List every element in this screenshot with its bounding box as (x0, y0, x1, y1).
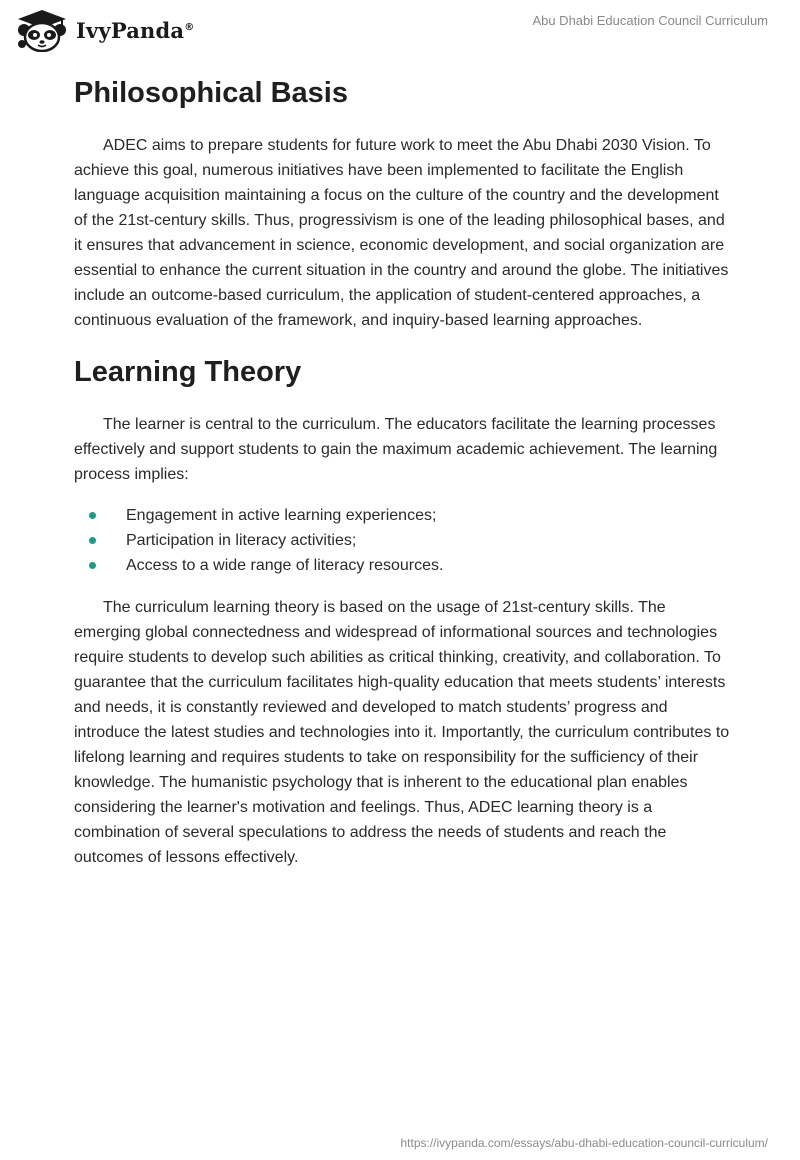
list-item-text: Engagement in active learning experiences; (126, 507, 437, 524)
panda-graduate-icon (14, 8, 70, 52)
section-heading-philosophical-basis: Philosophical Basis (74, 77, 348, 109)
list-item (74, 528, 734, 553)
ivypanda-logo[interactable] (14, 8, 194, 52)
bullet-dot-icon (89, 537, 96, 544)
bullet-dot-icon (89, 512, 96, 519)
list-item (74, 503, 734, 528)
paragraph: ADEC aims to prepare students for future work to meet the Abu Dhabi 2030 Vision. To achieve this goal, numerous initiatives have been implemented to facilitate the English language acquisition maintaining a focus on the culture of the country and the development of the 21st-century skills. Thus, progressivism is one of the leading philosophical bases, and it ensures that advancement in science, economic development, and social organization are essential to enhance the current situation in the country and around the globe. The initiatives include an outcome-based curriculum, the application of student-centered approaches, a continuous evaluation of the framework, and inquiry-based learning approaches. (74, 137, 729, 329)
section-heading-learning-theory: Learning Theory (74, 356, 302, 388)
page-header (0, 0, 800, 60)
logo-wordmark: IvyPanda® (76, 17, 195, 43)
document-title: Abu Dhabi Education Council Curriculum (532, 13, 768, 28)
source-url-link[interactable]: https://ivypanda.com/essays/abu-dhabi-education-council-curriculum/ (400, 1136, 768, 1150)
paragraph: The curriculum learning theory is based on the usage of 21st-century skills. The emerging global connectedness and widespread of informational sources and technologies require students to develop such abilities as critical thinking, creativity, and collaboration. To guarantee that the curriculum facilitates high-quality education that meets students’ interests and needs, it is constantly reviewed and developed to match students’ progress and introduce the latest studies and technologies into it. Importantly, the curriculum contributes to lifelong learning and requires students to take on responsibility for the sufficiency of their knowledge. The humanistic psychology that is inherent to the educational plan enables considering the learner's motivation and feelings. Thus, ADEC learning theory is a combination of several speculations to address the needs of students and reach the outcomes of lessons effectively. (74, 599, 730, 866)
list-item-text: Access to a wide range of literacy resources. (126, 557, 444, 574)
list-item (74, 553, 734, 578)
learning-process-list (74, 503, 734, 578)
paragraph: The learner is central to the curriculum. The educators facilitate the learning processes effectively and support students to gain the maximum academic achievement. The learning process implies: (74, 416, 718, 483)
essay-body (74, 72, 734, 870)
list-item-text: Participation in literacy activities; (126, 532, 357, 549)
bullet-dot-icon (89, 562, 96, 569)
